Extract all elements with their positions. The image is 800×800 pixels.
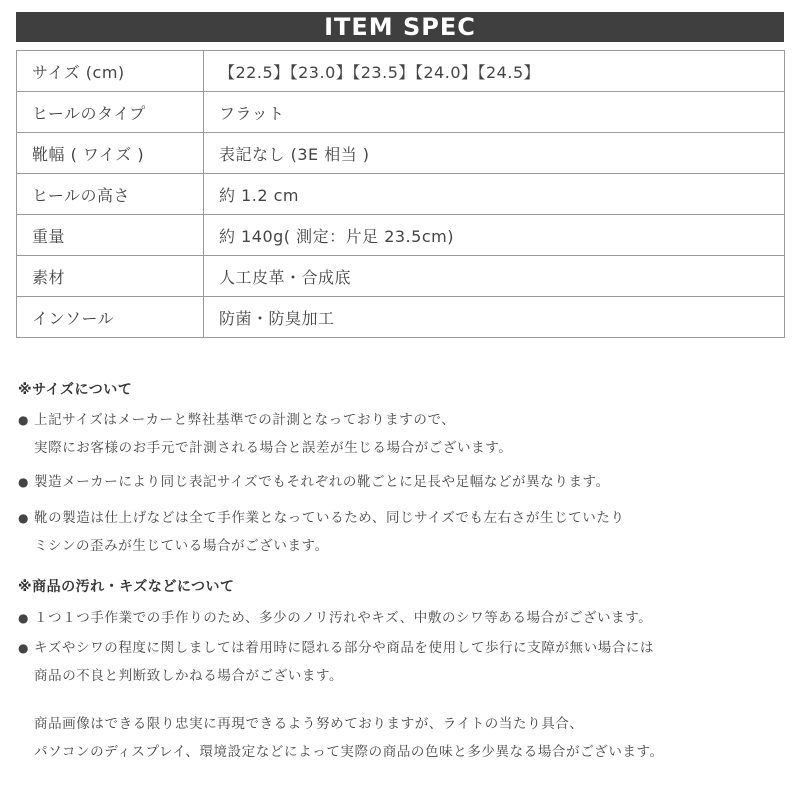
table-row bbox=[17, 256, 785, 297]
bullet-icon: ● bbox=[18, 611, 30, 625]
spec-value-insole: 防菌・防臭加工 bbox=[204, 297, 785, 338]
bullet-text-line: 商品の不良と判断致しかねる場合がございます。 bbox=[34, 668, 344, 684]
spec-label-heel-height: ヒールの高さ bbox=[17, 174, 204, 215]
image-note-line: パソコンのディスプレイ、環境設定などによって実際の商品の色味と多少異なる場合がございます。 bbox=[34, 744, 664, 760]
table-row bbox=[17, 215, 785, 256]
bullet-text-line: 実際にお客様のお手元で計測される場合と誤差が生じる場合がございます。 bbox=[34, 440, 513, 456]
bullet-text-line: 上記サイズはメーカーと弊社基準での計測となっておりますので、 bbox=[34, 412, 456, 428]
table-row bbox=[17, 174, 785, 215]
table-row bbox=[17, 133, 785, 174]
spec-value-heel-height: 約 1.2 cm bbox=[204, 174, 785, 215]
defect-section-heading: ※商品の汚れ・キズなどについて bbox=[18, 579, 235, 595]
table-row bbox=[17, 297, 785, 338]
bullet-text-line: １つ１つ手作業での手作りのため、多少のノリ汚れやキズ、中敷のシワ等ある場合がございます。 bbox=[34, 610, 653, 626]
item-spec-header bbox=[16, 12, 784, 42]
spec-value-size: 【22.5】【23.0】【23.5】【24.0】【24.5】 bbox=[204, 51, 785, 92]
spec-label-weight: 重量 bbox=[17, 215, 204, 256]
spec-label-width: 靴幅 ( ワイズ ) bbox=[17, 133, 204, 174]
spec-value-weight: 約 140g( 測定：片足 23.5cm) bbox=[204, 215, 785, 256]
spec-value-heel-type: フラット bbox=[204, 92, 785, 133]
image-note bbox=[34, 710, 664, 766]
spec-value-width: 表記なし (3E 相当 ) bbox=[204, 133, 785, 174]
bullet-text-line: 靴の製造は仕上げなどは全て手作業となっているため、同じサイズでも左右さが生じていたり bbox=[34, 510, 625, 526]
bullet-text-line: 製造メーカーにより同じ表記サイズでもそれぞれの靴ごとに足長や足幅などが異なります。 bbox=[34, 474, 610, 490]
table-row bbox=[17, 51, 785, 92]
bullet-icon: ● bbox=[18, 475, 30, 489]
item-spec-title: ITEM SPEC bbox=[324, 13, 476, 41]
image-note-line: 商品画像はできる限り忠実に再現できるよう努めておりますが、ライトの当たり具合、 bbox=[34, 716, 584, 732]
bullet-icon: ● bbox=[18, 641, 30, 655]
bullet-text-line: ミシンの歪みが生じている場合がございます。 bbox=[34, 538, 329, 554]
spec-label-size: サイズ (cm) bbox=[17, 51, 204, 92]
size-section-heading: ※サイズについて bbox=[18, 382, 133, 398]
bullet-text-line: キズやシワの程度に関しましては着用時に隠れる部分や商品を使用して歩行に支障が無い場合には bbox=[34, 640, 655, 656]
bullet-icon: ● bbox=[18, 511, 30, 525]
spec-label-material: 素材 bbox=[17, 256, 204, 297]
spec-table bbox=[16, 50, 785, 338]
spec-label-heel-type: ヒールのタイプ bbox=[17, 92, 204, 133]
table-row bbox=[17, 92, 785, 133]
spec-value-material: 人工皮革・合成底 bbox=[204, 256, 785, 297]
bullet-icon: ● bbox=[18, 413, 30, 427]
spec-label-insole: インソール bbox=[17, 297, 204, 338]
